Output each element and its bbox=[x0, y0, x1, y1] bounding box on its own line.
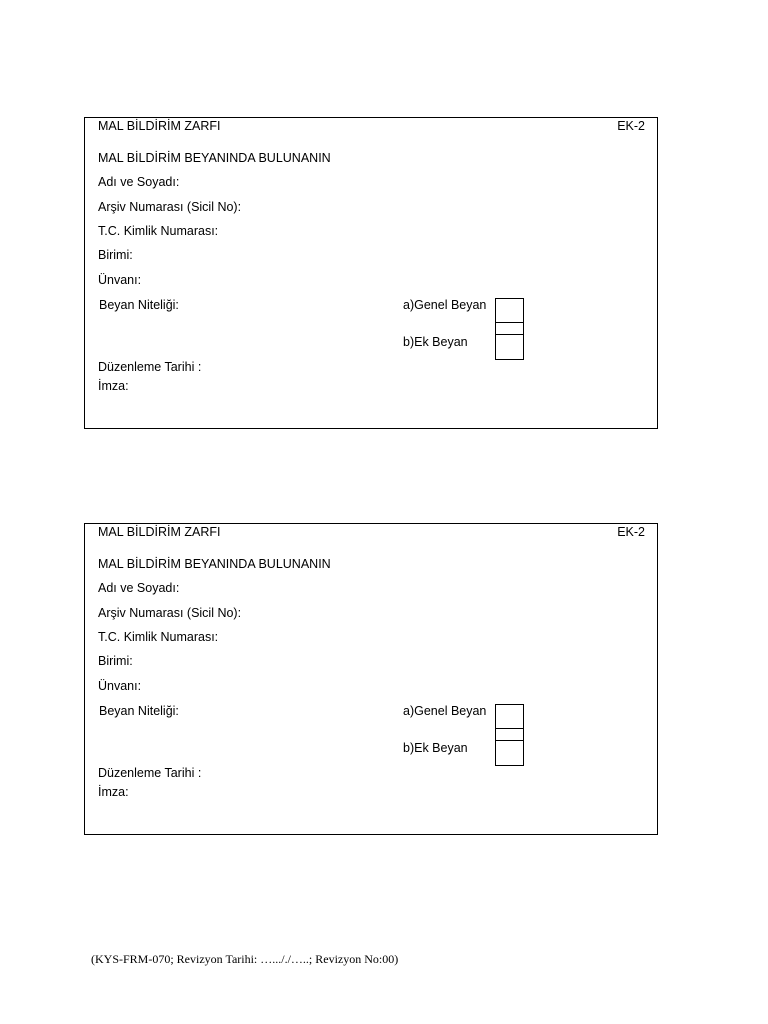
name-label: Adı ve Soyadı: bbox=[98, 581, 180, 595]
additional-declaration-checkbox[interactable] bbox=[495, 728, 524, 766]
declaration-type-label: Beyan Niteliği: bbox=[99, 704, 179, 718]
general-declaration-checkbox[interactable] bbox=[495, 704, 524, 729]
archive-number-label: Arşiv Numarası (Sicil No): bbox=[98, 200, 242, 214]
unit-label: Birimi: bbox=[98, 248, 133, 262]
additional-declaration-checkbox[interactable] bbox=[495, 322, 524, 360]
name-label: Adı ve Soyadı: bbox=[98, 175, 180, 189]
document-footer: (KYS-FRM-070; Revizyon Tarihi: …..././…..; Revizyon No:00) bbox=[91, 952, 399, 966]
job-title-label: Ünvanı: bbox=[98, 273, 142, 287]
tc-id-label: T.C. Kimlik Numarası: bbox=[98, 630, 219, 644]
general-declaration-checkbox[interactable] bbox=[495, 298, 524, 323]
owner-heading: MAL BİLDİRİM BEYANINDA BULUNANIN bbox=[98, 557, 331, 571]
unit-label: Birimi: bbox=[98, 654, 133, 668]
declaration-envelope-form-2 bbox=[84, 523, 658, 835]
form-code: EK-2 bbox=[617, 525, 645, 539]
signature-label: İmza: bbox=[98, 379, 129, 393]
owner-heading: MAL BİLDİRİM BEYANINDA BULUNANIN bbox=[98, 151, 331, 165]
declaration-envelope-form-1 bbox=[84, 117, 658, 429]
declaration-type-label: Beyan Niteliği: bbox=[99, 298, 179, 312]
tc-id-label: T.C. Kimlik Numarası: bbox=[98, 224, 219, 238]
issue-date-label: Düzenleme Tarihi : bbox=[98, 360, 202, 374]
job-title-label: Ünvanı: bbox=[98, 679, 142, 693]
form-title: MAL BİLDİRİM ZARFI bbox=[98, 119, 221, 133]
archive-number-label: Arşiv Numarası (Sicil No): bbox=[98, 606, 242, 620]
issue-date-label: Düzenleme Tarihi : bbox=[98, 766, 202, 780]
additional-declaration-option-label: b)Ek Beyan bbox=[403, 335, 468, 349]
general-declaration-option-label: a)Genel Beyan bbox=[403, 704, 487, 718]
general-declaration-option-label: a)Genel Beyan bbox=[403, 298, 487, 312]
form-code: EK-2 bbox=[617, 119, 645, 133]
form-title: MAL BİLDİRİM ZARFI bbox=[98, 525, 221, 539]
signature-label: İmza: bbox=[98, 785, 129, 799]
additional-declaration-option-label: b)Ek Beyan bbox=[403, 741, 468, 755]
